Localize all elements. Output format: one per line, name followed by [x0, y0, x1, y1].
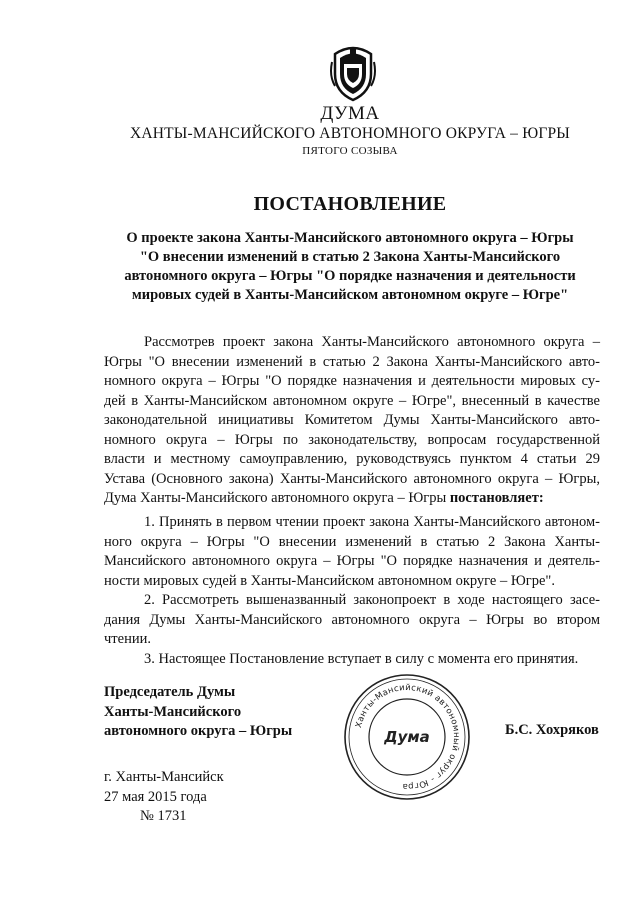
preamble-line: законодательной инициативы Комитетом Думы Ханты-Мансийского авто- — [104, 412, 600, 428]
preamble-line: Устава (Основного закона) Ханты-Мансийского автономного округа – Югры, — [104, 470, 600, 487]
signatory-title-line: Председатель Думы — [104, 684, 236, 700]
document-type: ПОСТАНОВЛЕНИЕ — [253, 193, 447, 215]
subject-line: О проекте закона Ханты-Мансийского автономного округа – Югры — [126, 230, 574, 246]
issue-place-date — [104, 768, 224, 827]
resolution-item-line: чтении. — [104, 631, 151, 647]
resolution-item-line: дания Думы Ханты-Мансийского автономного округа – Югры во втором — [104, 611, 600, 628]
resolution-item-line: ности мировых судей в Ханты-Мансийском автономном округе – Югре". — [104, 572, 555, 589]
subject-line: автономного округа – Югры "О порядке назначения и деятельности — [124, 268, 576, 284]
org-name: ДУМА — [320, 103, 380, 124]
okrug-name: ХАНТЫ-МАНСИЙСКОГО АВТОНОМНОГО ОКРУГА – ЮГРЫ — [129, 125, 571, 142]
subject-line: мировых судей в Ханты-Мансийском автономном округе – Югре" — [131, 287, 569, 303]
signatory-title — [104, 683, 292, 742]
preamble-paragraph — [104, 333, 600, 509]
issue-city: г. Ханты-Мансийск — [104, 769, 224, 785]
convocation: ПЯТОГО СОЗЫВА — [302, 145, 398, 157]
subject-line: "О внесении изменений в статью 2 Закона Ханты-Мансийского — [139, 249, 561, 265]
coat-of-arms-emblem — [329, 44, 377, 102]
issue-date: 27 мая 2015 года — [104, 788, 207, 805]
resolution-items — [104, 513, 600, 669]
preamble-line: номного округа – Югры "О порядке назначения и деятельности мировых су- — [104, 373, 600, 389]
preamble-line: номного округа – Югры по законодательству, вопросам государственной — [104, 431, 600, 448]
signatory-title-line: автономного округа – Югры — [104, 723, 293, 739]
preamble-line — [104, 489, 600, 509]
resolution-item-line: 1. Принять в первом чтении проект закона Ханты-Мансийского автоном- — [144, 514, 600, 530]
preamble-line: дей в Ханты-Мансийском автономном округе – Югре", внесенный в качестве — [104, 392, 600, 409]
preamble-line: власти и местному самоуправлению, руководствуясь пунктом 4 статьи 29 — [104, 451, 600, 467]
preamble-last-text: Дума Ханты-Мансийского автономного округа – Югры — [104, 490, 450, 506]
resolution-item-line: ного округа – Югры "О внесении изменений в статью 2 Закона Ханты- — [104, 533, 600, 550]
official-seal-stamp — [342, 672, 472, 802]
resolve-word: постановляет: — [449, 490, 544, 506]
signatory-title-line: Ханты-Мансийского — [104, 703, 242, 720]
preamble-line: Рассмотрев проект закона Ханты-Мансийского автономного округа – — [144, 334, 600, 350]
seal-ring-text: Ханты-Мансийский автономный округ - Югра — [353, 682, 462, 792]
resolution-item-line: 3. Настоящее Постановление вступает в силу с момента его принятия. — [144, 650, 579, 667]
seal-center-text: Дума — [384, 728, 430, 746]
signatory-name: Б.С. Хохряков — [505, 722, 599, 738]
resolution-item-line: Мансийского автономного округа – Югры "О порядке назначения и деятель- — [104, 553, 600, 569]
preamble-line: Югры "О внесении изменений в статью 2 Закона Ханты-Мансийского авто- — [104, 353, 600, 370]
document-number: № 1731 — [140, 808, 187, 824]
resolution-item-line: 2. Рассмотреть вышеназванный законопроект в ходе настоящего засе- — [144, 592, 600, 608]
document-subject — [105, 229, 595, 305]
